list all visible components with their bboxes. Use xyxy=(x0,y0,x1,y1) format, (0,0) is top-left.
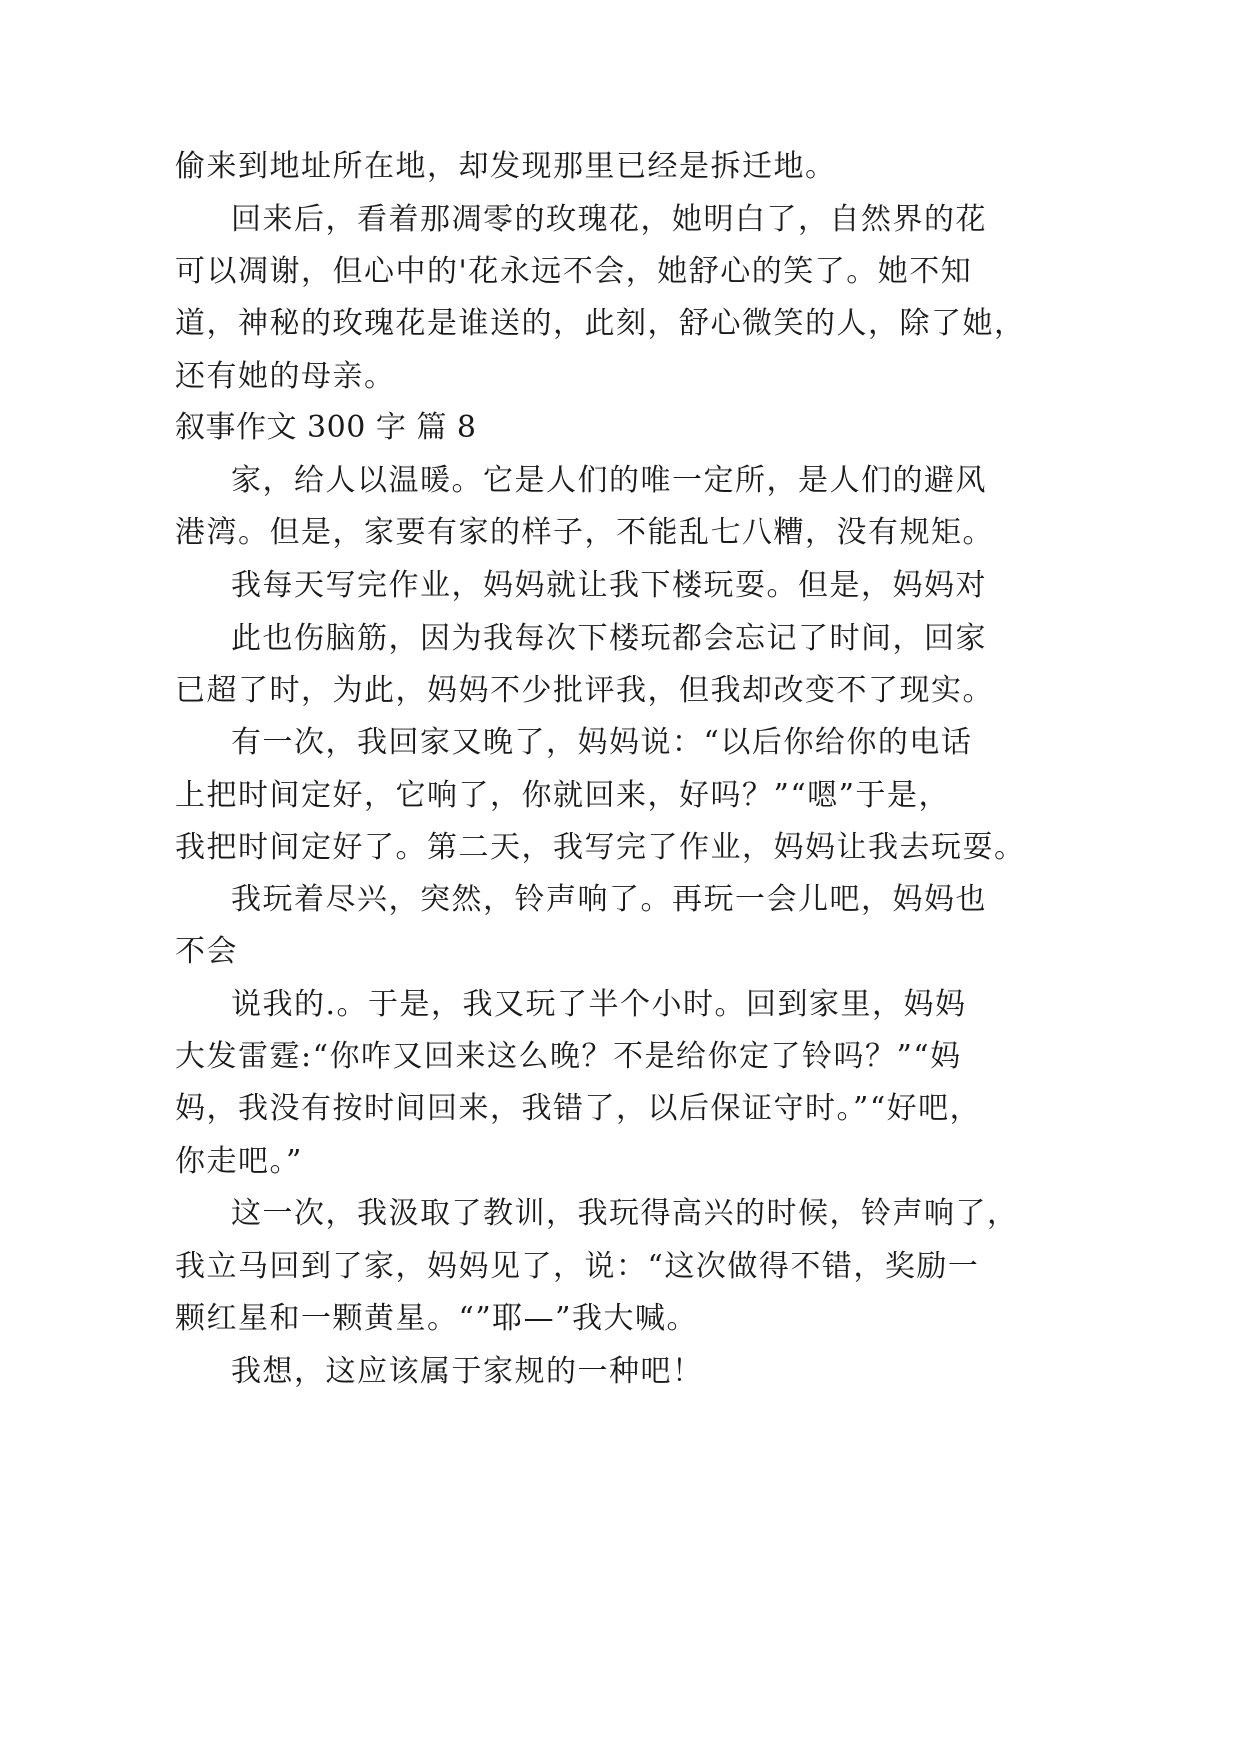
text-line: 偷来到地址所在地，却发现那里已经是拆迁地。 xyxy=(175,149,837,184)
paragraph-first-line: 家，给人以温暖。它是人们的唯一定所，是人们的避风 xyxy=(231,463,987,498)
text-line: 我立马回到了家，妈妈见了，说：“这次做得不错，奖励一 xyxy=(175,1249,980,1284)
text-line: 颗红星和一颗黄星。“”耶—”我大喊。 xyxy=(175,1301,699,1336)
text-line: 上把时间定好，它响了，你就回来，好吗？”“嗯”于是， xyxy=(175,778,951,813)
text-line: 不会 xyxy=(175,934,238,969)
text-line: 可以凋谢，但心中的'花永远不会，她舒心的笑了。她不知 xyxy=(175,254,973,289)
section-heading: 叙事作文 300 字 篇 8 xyxy=(175,410,477,445)
paragraph-first-line: 回来后，看着那凋零的玫瑰花，她明白了，自然界的花 xyxy=(231,202,987,237)
text-line: 港湾。但是，家要有家的样子，不能乱七八糟，没有规矩。 xyxy=(175,515,994,550)
text-line: 你走吧。” xyxy=(175,1144,303,1179)
text-line: 道，神秘的玫瑰花是谁送的，此刻，舒心微笑的人，除了她， xyxy=(175,306,1026,341)
text-line: 已超了时，为此，妈妈不少批评我，但我却改变不了现实。 xyxy=(175,673,994,708)
paragraph-first-line: 我玩着尽兴，突然，铃声响了。再玩一会儿吧，妈妈也 xyxy=(231,882,987,917)
paragraph-first-line: 说我的.。于是，我又玩了半个小时。回到家里，妈妈 xyxy=(231,987,967,1022)
paragraph-first-line: 我每天写完作业，妈妈就让我下楼玩耍。但是，妈妈对 xyxy=(231,568,987,603)
text-line: 此也伤脑筋，因为我每次下楼玩都会忘记了时间，回家 xyxy=(231,621,987,656)
text-line: 还有她的母亲。 xyxy=(175,359,396,394)
text-line: 大发雷霆:“你咋又回来这么晚？不是给你定了铃吗？”“妈 xyxy=(175,1039,962,1074)
text-line: 我把时间定好了。第二天，我写完了作业，妈妈让我去玩耍。 xyxy=(175,830,1026,865)
paragraph-first-line: 有一次，我回家又晚了，妈妈说：“以后你给你的电话 xyxy=(231,725,973,760)
text-line: 妈，我没有按时间回来，我错了，以后保证守时。”“好吧， xyxy=(175,1091,982,1126)
paragraph-first-line: 我想，这应该属于家规的一种吧！ xyxy=(231,1354,704,1389)
paragraph-first-line: 这一次，我汲取了教训，我玩得高兴的时候，铃声响了， xyxy=(231,1196,1019,1231)
